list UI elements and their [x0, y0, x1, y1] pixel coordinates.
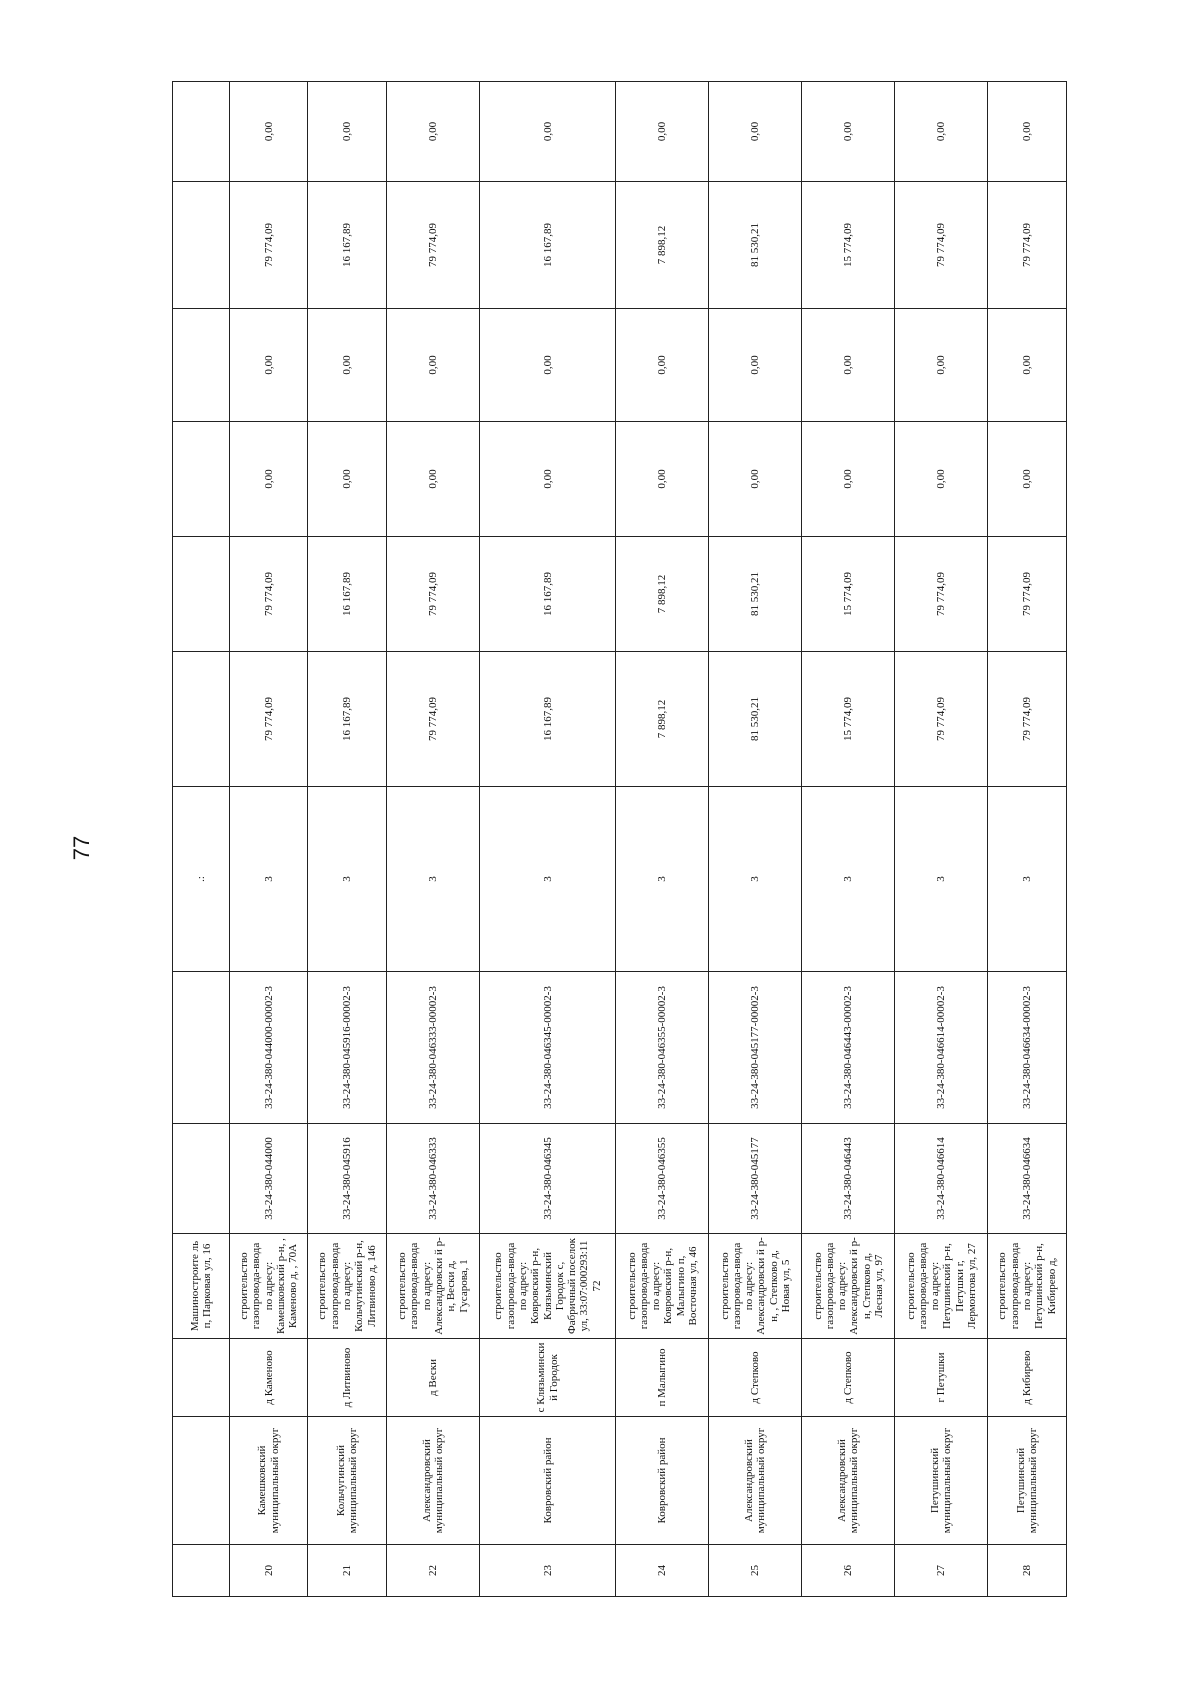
district-cell: Петушинский муниципальный округ	[895, 1417, 988, 1545]
object-cell: строительство газопровода-ввода по адресу: Петушинский р-н, Кибирево д,	[988, 1234, 1067, 1339]
row-number: 21	[308, 1545, 386, 1597]
amount-cell-6: 0,00	[616, 82, 709, 182]
object-cell: строительство газопровода-ввода по адресу: Александровски й р-н, Степково д, Лесная ул, 97	[802, 1234, 895, 1339]
header-fragment-cell: Машиностроите ль п, Парковая ул, 16	[173, 1234, 230, 1339]
application-number-cell: 33-24-380-046614-00002-3	[895, 972, 988, 1124]
amount-cell-3: 0,00	[709, 422, 802, 537]
amount-cell-3: 0,00	[386, 422, 479, 537]
object-cell: строительство газопровода-ввода по адресу: Камешковский р-н, , Каменово д, , 70А	[230, 1234, 308, 1339]
amount-cell-5: 15 774,09	[802, 182, 895, 309]
table-row	[895, 82, 988, 1597]
object-cell: строительство газопровода-ввода по адресу: Петушинский р-н, Петушки г, Лермонтова ул, 27	[895, 1234, 988, 1339]
district-cell: Александровский муниципальный округ	[802, 1417, 895, 1545]
amount-cell-1: 81 530,21	[709, 652, 802, 787]
table-row	[386, 82, 479, 1597]
table-row	[988, 82, 1067, 1597]
amount-cell-6: 0,00	[988, 82, 1067, 182]
row-number: 23	[479, 1545, 616, 1597]
category-cell: 3	[479, 787, 616, 972]
amount-cell-5: 81 530,21	[709, 182, 802, 309]
amount-cell-5: 16 167,89	[308, 182, 386, 309]
object-cell: строительство газопровода-ввода по адресу: Александровски й р-н, Вески д, Гусарова, 1	[386, 1234, 479, 1339]
object-cell: строительство газопровода-ввода по адресу: Александровски й р-н, , Степково д, Новая ул, 5	[709, 1234, 802, 1339]
amount-cell-2: 16 167,89	[308, 537, 386, 652]
registration-number-cell: 33-24-380-046345	[479, 1124, 616, 1234]
row-number: 25	[709, 1545, 802, 1597]
amount-cell-1: 7 898,12	[616, 652, 709, 787]
amount-cell-5: 16 167,89	[479, 182, 616, 309]
object-cell: строительство газопровода-ввода по адресу: Ковровский р-н, Малыгино п, Восточная ул, 46	[616, 1234, 709, 1339]
amount-cell-1: 79 774,09	[895, 652, 988, 787]
amount-cell-1: 79 774,09	[988, 652, 1067, 787]
locality-cell: д Степково	[802, 1339, 895, 1417]
row-number: 22	[386, 1545, 479, 1597]
application-number-cell: 33-24-380-046345-00002-3	[479, 972, 616, 1124]
amount-cell-2: 79 774,09	[386, 537, 479, 652]
registration-number-cell: 33-24-380-046443	[802, 1124, 895, 1234]
category-cell: 3	[802, 787, 895, 972]
amount-cell-3: 0,00	[479, 422, 616, 537]
amount-cell-2: 79 774,09	[230, 537, 308, 652]
table-row	[616, 82, 709, 1597]
registration-number-cell: 33-24-380-046614	[895, 1124, 988, 1234]
amount-cell-2: 15 774,09	[802, 537, 895, 652]
amount-cell-4: 0,00	[386, 309, 479, 422]
amount-cell-6: 0,00	[308, 82, 386, 182]
category-cell: 3	[230, 787, 308, 972]
locality-cell: п Малыгино	[616, 1339, 709, 1417]
amount-cell-2: 16 167,89	[479, 537, 616, 652]
registration-number-cell: 33-24-380-045916	[308, 1124, 386, 1234]
amount-cell-6: 0,00	[802, 82, 895, 182]
amount-cell-1: 16 167,89	[479, 652, 616, 787]
amount-cell-5: 79 774,09	[386, 182, 479, 309]
amount-cell-3: 0,00	[616, 422, 709, 537]
application-number-cell: 33-24-380-045177-00002-3	[709, 972, 802, 1124]
table-row	[802, 82, 895, 1597]
amount-cell-2: 81 530,21	[709, 537, 802, 652]
page-number: 77	[69, 835, 94, 861]
registration-number-cell: 33-24-380-046355	[616, 1124, 709, 1234]
district-cell: Ковровский район	[479, 1417, 616, 1545]
district-cell: Александровский муниципальный округ	[709, 1417, 802, 1545]
table-row	[308, 82, 386, 1597]
table-top-row	[173, 82, 230, 1597]
application-number-cell: 33-24-380-045916-00002-3	[308, 972, 386, 1124]
amount-cell-5: 79 774,09	[230, 182, 308, 309]
amount-cell-1: 79 774,09	[230, 652, 308, 787]
locality-cell: д Литвиново	[308, 1339, 386, 1417]
amount-cell-4: 0,00	[616, 309, 709, 422]
amount-cell-6: 0,00	[386, 82, 479, 182]
district-cell: Камешковский муниципальный округ	[230, 1417, 308, 1545]
locality-cell: д Каменово	[230, 1339, 308, 1417]
application-number-cell: 33-24-380-046443-00002-3	[802, 972, 895, 1124]
amount-cell-5: 79 774,09	[988, 182, 1067, 309]
amount-cell-4: 0,00	[895, 309, 988, 422]
table-row	[479, 82, 616, 1597]
row-number: 20	[230, 1545, 308, 1597]
registration-number-cell: 33-24-380-046333	[386, 1124, 479, 1234]
category-cell: 3	[386, 787, 479, 972]
data-table	[172, 81, 1067, 1597]
registration-number-cell: 33-24-380-045177	[709, 1124, 802, 1234]
amount-cell-4: 0,00	[988, 309, 1067, 422]
district-cell: Петушинский муниципальный округ	[988, 1417, 1067, 1545]
row-number: 26	[802, 1545, 895, 1597]
table-row	[709, 82, 802, 1597]
row-number: 24	[616, 1545, 709, 1597]
row-number: 28	[988, 1545, 1067, 1597]
locality-cell: д Вески	[386, 1339, 479, 1417]
amount-cell-4: 0,00	[802, 309, 895, 422]
amount-cell-5: 7 898,12	[616, 182, 709, 309]
locality-cell: с Клязьмински й Городок	[479, 1339, 616, 1417]
category-cell: 3	[709, 787, 802, 972]
locality-cell: д Степково	[709, 1339, 802, 1417]
amount-cell-4: 0,00	[308, 309, 386, 422]
amount-cell-2: 7 898,12	[616, 537, 709, 652]
object-cell: строительство газопровода-ввода по адресу: Кольчугинский р-н, Литвиново д, 146	[308, 1234, 386, 1339]
application-number-cell: 33-24-380-046634-00002-3	[988, 972, 1067, 1124]
category-cell: 3	[895, 787, 988, 972]
amount-cell-6: 0,00	[479, 82, 616, 182]
amount-cell-3: 0,00	[895, 422, 988, 537]
amount-cell-2: 79 774,09	[895, 537, 988, 652]
amount-cell-3: 0,00	[988, 422, 1067, 537]
registration-number-cell: 33-24-380-046634	[988, 1124, 1067, 1234]
amount-cell-6: 0,00	[895, 82, 988, 182]
locality-cell: г Петушки	[895, 1339, 988, 1417]
table-row	[230, 82, 308, 1597]
rotated-table-container	[172, 82, 1067, 1597]
amount-cell-3: 0,00	[308, 422, 386, 537]
amount-cell-1: 16 167,89	[308, 652, 386, 787]
amount-cell-6: 0,00	[709, 82, 802, 182]
row-number: 27	[895, 1545, 988, 1597]
amount-cell-4: 0,00	[479, 309, 616, 422]
amount-cell-2: 79 774,09	[988, 537, 1067, 652]
top-row-mark: .:	[173, 787, 230, 972]
district-cell: Кольчугинский муниципальный округ	[308, 1417, 386, 1545]
amount-cell-3: 0,00	[230, 422, 308, 537]
amount-cell-1: 79 774,09	[386, 652, 479, 787]
category-cell: 3	[308, 787, 386, 972]
amount-cell-6: 0,00	[230, 82, 308, 182]
amount-cell-3: 0,00	[802, 422, 895, 537]
locality-cell: д Кибирево	[988, 1339, 1067, 1417]
category-cell: 3	[616, 787, 709, 972]
application-number-cell: 33-24-380-044000-00002-3	[230, 972, 308, 1124]
amount-cell-5: 79 774,09	[895, 182, 988, 309]
application-number-cell: 33-24-380-046355-00002-3	[616, 972, 709, 1124]
amount-cell-4: 0,00	[230, 309, 308, 422]
amount-cell-4: 0,00	[709, 309, 802, 422]
registration-number-cell: 33-24-380-044000	[230, 1124, 308, 1234]
district-cell: Ковровский район	[616, 1417, 709, 1545]
amount-cell-1: 15 774,09	[802, 652, 895, 787]
category-cell: 3	[988, 787, 1067, 972]
application-number-cell: 33-24-380-046333-00002-3	[386, 972, 479, 1124]
object-cell: строительство газопровода-ввода по адресу: Ковровский р-н, Клязьминский Городок с, Фабричный поселок ул, 33:07:000293:11 72	[479, 1234, 616, 1339]
district-cell: Александровский муниципальный округ	[386, 1417, 479, 1545]
